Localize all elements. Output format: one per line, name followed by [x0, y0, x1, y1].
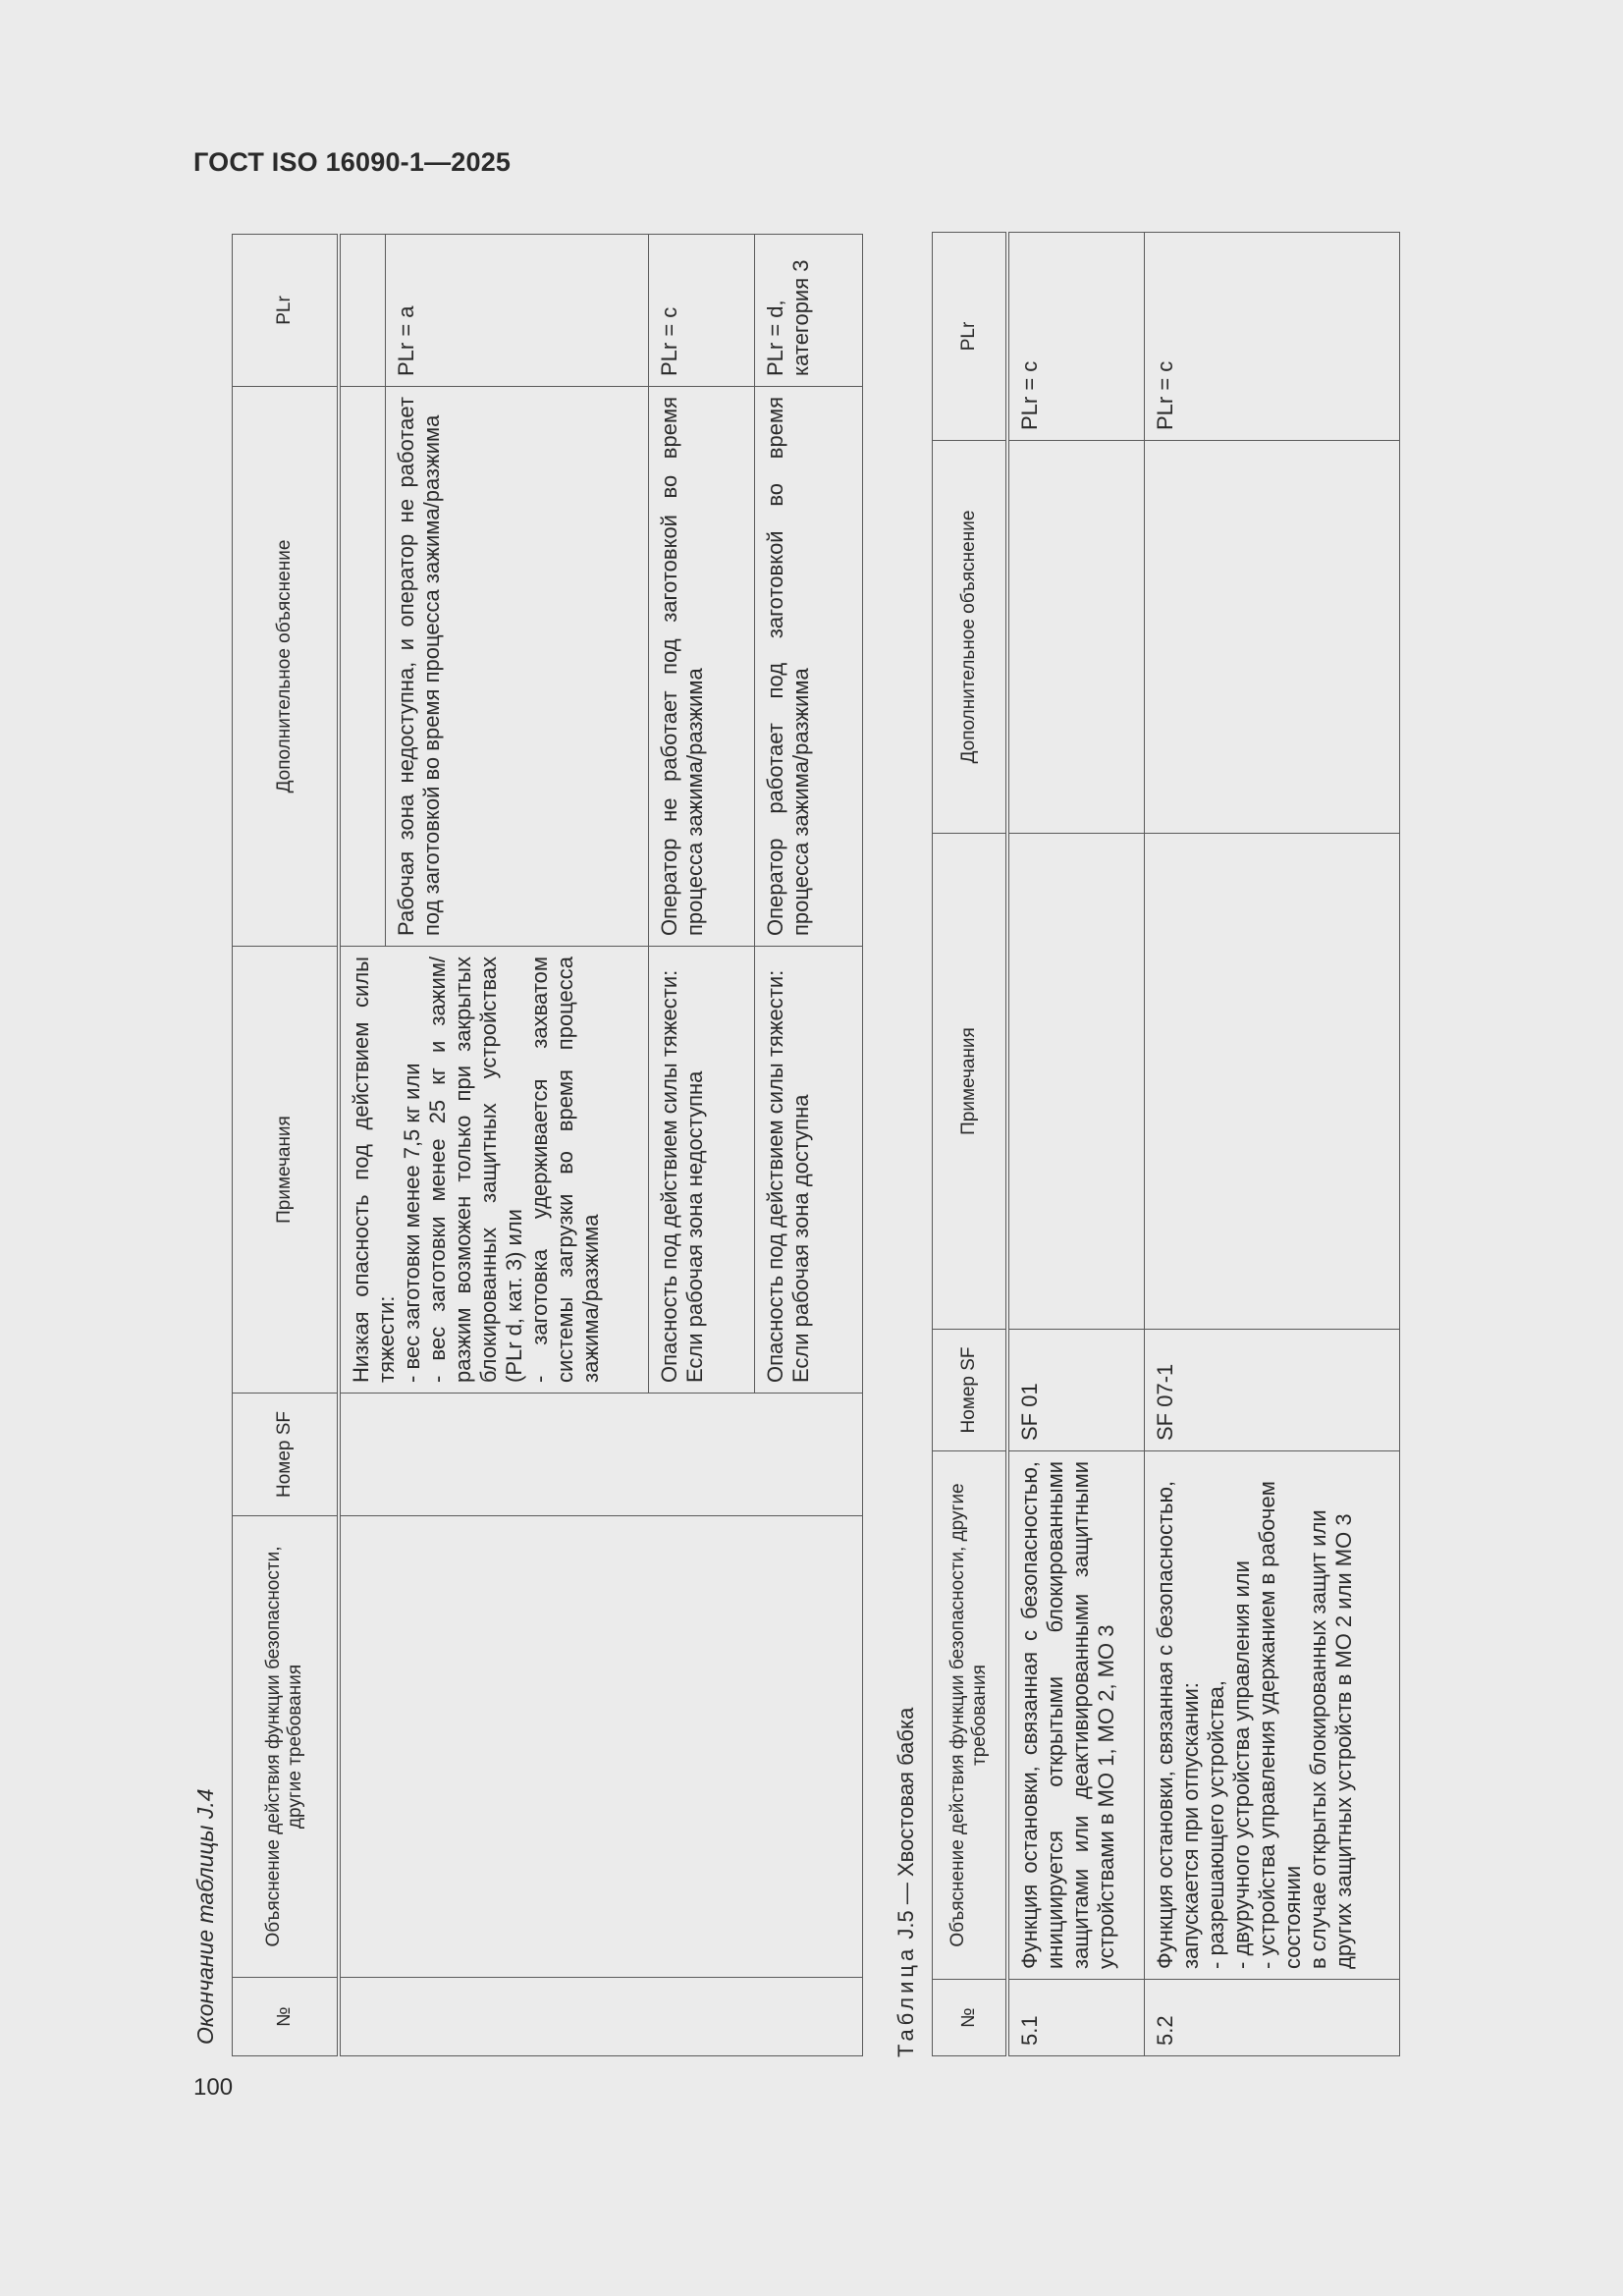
j5-note-1 [1007, 834, 1145, 1330]
j5-extra-2 [1145, 441, 1400, 834]
document-header: ГОСТ ISO 16090-1—2025 [193, 147, 512, 177]
j4-plr-2: PLr = c [649, 235, 755, 387]
j5-desc-2: Функция остановки, связанная с безопасностью, запускается при отпускании: - разрешающего устройства, - двуручного устройства управления или - устройства управления удержанием в рабочем состоянии в случае открытых блокированных защит или других защитных устройств в MO 2 или MO 3 [1145, 1451, 1400, 1980]
j5-plr-1: PLr = c [1007, 233, 1145, 441]
j5-note-2 [1145, 834, 1400, 1330]
table-j5-caption-label: Таблица [893, 1944, 918, 2057]
j5-sf-2: SF 07-1 [1145, 1330, 1400, 1451]
j5-sf-1: SF 01 [1007, 1330, 1145, 1451]
j4-note-1: Низкая опасность под действием силы тяжести: - вес заготовки менее 7,5 кг или - вес заготовки менее 25 кг и зажим/разжим возможен только при закрытых блокированных защитных устройствах (PLr d, кат. 3) или - заготовка удерживается захватом системы загрузки во время процесса зажима/разжима [339, 947, 649, 1394]
col-sf-number: Номер SF [933, 1330, 1007, 1451]
j4-extra-1: Рабочая зона недоступна, и оператор не работает под заготовкой во время процесса зажима/разжима [386, 387, 649, 947]
table-row [1145, 233, 1400, 2056]
j4-extra-2: Оператор не работает под заготовкой во время процесса зажима/разжима [649, 387, 755, 947]
col-sf-number: Номер SF [233, 1394, 339, 1516]
table-row [339, 235, 386, 2056]
table-j4-caption: Окончание таблицы J.4 [192, 1788, 218, 2045]
col-description: Объяснение действия функции безопасности, другие требования [933, 1451, 1007, 1980]
col-extra: Дополнительное объяснение [233, 387, 339, 947]
col-plr: PLr [933, 233, 1007, 441]
j4-extra-3: Оператор работает под заготовкой во время процесса зажима/разжима [755, 387, 863, 947]
page-number: 100 [193, 2074, 234, 2101]
j5-plr-2: PLr = c [1145, 233, 1400, 441]
table-j4 [232, 234, 863, 2056]
col-notes: Примечания [233, 947, 339, 1394]
col-plr: PLr [233, 235, 339, 387]
j5-extra-1 [1007, 441, 1145, 834]
table-j4-wrapper [232, 234, 863, 2056]
table-j5 [932, 232, 1400, 2056]
j5-desc-1: Функция остановки, связанная с безопасностью, инициируется открытыми блокированными защитами или деактивированными защитными устройствами в MO 1, MO 2, MO 3 [1007, 1451, 1145, 1980]
j4-plr-3: PLr = d, категория 3 [755, 235, 863, 387]
table-j5-wrapper [932, 232, 1400, 2056]
j5-num-2: 5.2 [1145, 1980, 1400, 2056]
table-j5-caption-text: J.5 — Хвостовая бабка [893, 1707, 918, 1940]
j4-note-3: Опасность под действием силы тяжести: Если рабочая зона доступна [755, 947, 863, 1394]
col-notes: Примечания [933, 834, 1007, 1330]
table-row [1007, 233, 1145, 2056]
col-num: № [233, 1978, 339, 2056]
col-num: № [933, 1980, 1007, 2056]
j4-note-2: Опасность под действием силы тяжести: Если рабочая зона недоступна [649, 947, 755, 1394]
col-description: Объяснение действия функции безопасности, другие требования [233, 1516, 339, 1978]
col-extra: Дополнительное объяснение [933, 441, 1007, 834]
j5-num-1: 5.1 [1007, 1980, 1145, 2056]
j4-plr-1: PLr = a [386, 235, 649, 387]
table-j5-caption [893, 1708, 919, 2057]
